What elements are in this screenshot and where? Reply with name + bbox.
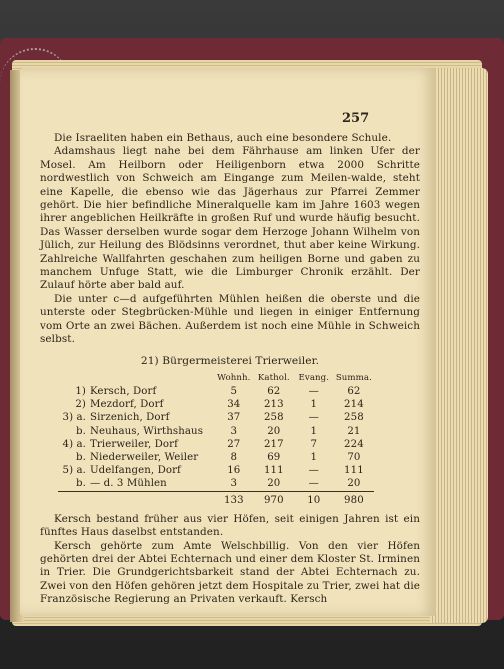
row-wohnh: 37	[227, 412, 241, 424]
row-wohnh: 27	[227, 438, 241, 450]
row-wohnh: 34	[227, 399, 241, 411]
paragraph-kersch-bestand: Kersch bestand früher aus vier Höfen, seit einigen Jahren ist ein fünftes Haus daselbst entstanden.	[40, 512, 420, 539]
row-evang: —	[308, 412, 319, 424]
table-row	[58, 398, 374, 411]
row-summa: 70	[347, 451, 361, 463]
col-evang: Evang.	[298, 372, 330, 383]
row-summa: 111	[344, 465, 364, 477]
row-index: 2)	[75, 399, 86, 411]
row-name: Kersch, Dorf	[90, 385, 157, 397]
table-header-row	[58, 372, 374, 385]
row-kathol: 20	[267, 425, 281, 437]
row-kathol: 20	[267, 478, 281, 490]
row-wohnh: 16	[227, 465, 241, 477]
row-kathol: 217	[263, 438, 284, 450]
paragraph-muehlen: Die unter c—d aufgeführten Mühlen heißen die oberste und die unterste oder Stegbrücken-Mühle und liegen in einiger Entfernung vom Orte an zwei Bächen. Außerdem ist noch eine Mühle in Schweich selbst.	[40, 292, 420, 346]
table-row	[58, 464, 374, 477]
row-index: 1)	[75, 385, 86, 397]
row-kathol: 111	[263, 465, 284, 477]
row-summa: 62	[347, 385, 361, 397]
paragraph-kersch-amt: Kersch gehörte zum Amte Welschbillig. Von den vier Höfen gehörten drei der Abtei Echternach und einer dem Kloster St. Irminen in Trier. Die Grundgerichtsbarkeit stand der Abtei Echternach zu. Zwei von den Höfen gehören jetzt dem Hospitale zu Trier, zwei hat die Französische Regierung an Privaten verkauft. Kersch	[40, 539, 420, 606]
row-wohnh: 8	[230, 451, 238, 463]
row-index: b.	[76, 425, 86, 437]
row-evang: 1	[310, 451, 318, 463]
row-evang: 1	[310, 425, 318, 437]
table-row	[58, 411, 374, 424]
row-name: Udelfangen, Dorf	[90, 465, 181, 477]
row-summa: 21	[347, 425, 361, 437]
col-kathol: Kathol.	[257, 372, 290, 383]
page-text	[40, 102, 420, 607]
table-row	[58, 451, 374, 464]
total-summa: 980	[334, 491, 374, 507]
table-row	[58, 385, 374, 398]
total-evang: 10	[294, 491, 334, 507]
row-summa: 258	[344, 412, 364, 424]
row-wohnh: 5	[230, 385, 238, 397]
row-summa: 224	[344, 438, 364, 450]
row-wohnh: 3	[230, 425, 238, 437]
paragraph-israeliten: Die Israeliten haben ein Bethaus, auch eine besondere Schule.	[54, 132, 392, 144]
row-name: Sirzenich, Dorf	[90, 412, 170, 424]
table-row	[58, 438, 374, 451]
population-table	[58, 372, 374, 507]
row-index: 5) a.	[62, 465, 86, 477]
row-evang: —	[308, 465, 319, 477]
total-wohnh: 133	[214, 491, 254, 507]
row-summa: 20	[347, 478, 361, 490]
row-name: Trierweiler, Dorf	[90, 438, 178, 450]
row-wohnh: 3	[230, 478, 238, 490]
row-index: b.	[76, 451, 86, 463]
row-evang: —	[308, 385, 319, 397]
row-kathol: 62	[267, 385, 281, 397]
row-index: 4) a.	[62, 438, 86, 450]
row-evang: 7	[310, 438, 318, 450]
table-row	[58, 425, 374, 438]
table-total-row	[58, 491, 374, 507]
col-summa: Summa.	[335, 372, 372, 383]
row-evang: —	[308, 478, 319, 490]
col-wohnh: Wohnh.	[217, 372, 251, 383]
row-kathol: 69	[267, 451, 281, 463]
row-name: Niederweiler, Weiler	[90, 451, 199, 463]
row-name: Mezdorf, Dorf	[90, 399, 164, 411]
row-kathol: 213	[263, 399, 284, 411]
row-name: — d. 3 Mühlen	[90, 478, 167, 490]
row-index: 3) a.	[62, 412, 86, 424]
row-summa: 214	[344, 399, 364, 411]
table-row	[58, 477, 374, 491]
row-name: Neuhaus, Wirthshaus	[90, 425, 204, 437]
total-kathol: 970	[254, 491, 294, 507]
paragraph-adamshaus: Adamshaus liegt nahe bei dem Fährhause am linken Ufer der Mosel. Am Heilborn oder Heiligenborn etwa 2000 Schritte nordwestlich von Schweich am Eingange zum Meilen-walde, steht eine Kapelle, die ebenso wie das Jägerhaus zur Pfarrei Zemmer gehört. Die hier befindliche Mineralquelle kam im Jahre 1603 wegen ihrer angeblichen Heilkräfte in großen Ruf und wurde häufig besucht. Das Wasser derselben wurde sogar dem Herzoge Johann Wilhelm von Jülich, zur Heilung des Blödsinns verordnet, thut aber keine Wirkung. Zahlreiche Wallfahrten geschahen zum heiligen Borne und gaben zu manchem Unfuge Statt, wie die Limburger Chronik erzählt. Der Zulauf hörte aber bald auf.	[40, 145, 420, 292]
row-kathol: 258	[263, 412, 284, 424]
row-evang: 1	[310, 399, 318, 411]
page-stack-right	[430, 68, 488, 623]
row-index: b.	[76, 478, 86, 490]
page-number: 257	[342, 111, 370, 126]
table-heading: 21) Bürgermeisterei Trierweiler.	[140, 354, 320, 367]
